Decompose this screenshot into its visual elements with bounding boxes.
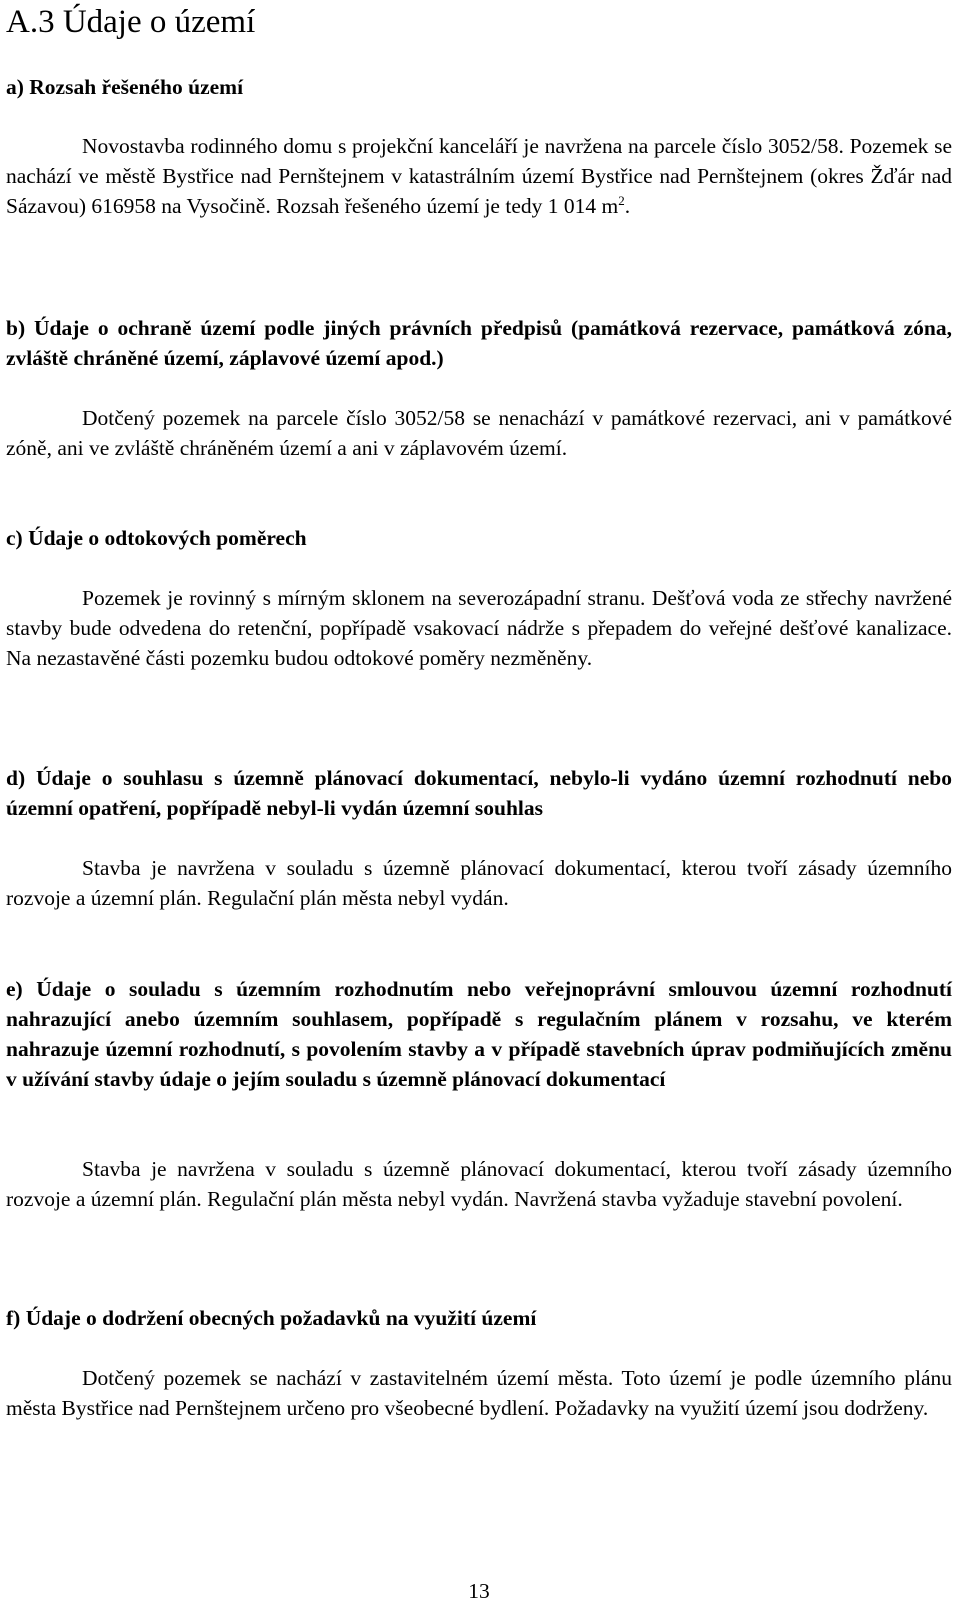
section-a-body [6,131,952,221]
section-e-heading: e) Údaje o souladu s územním rozhodnutím nebo veřejnoprávní smlouvou územní rozhodnutí nahrazující anebo územním souhlasem, popřípadě s regulačním plánem v rozsahu, ve kterém nahrazuje územní rozhodnutí, s povolením stavby a v případě stavebních úprav podmiňujících změnu v užívání stavby údaje o jejím souladu s územně plánovací dokumentací [6,977,952,1091]
section-b-body: Dotčený pozemek na parcele číslo 3052/58 se nenachází v památkové rezervaci, ani v památkové zóně, ani ve zvláště chráněném území a ani v záplavovém území. [6,406,952,460]
page-number: 13 [468,1579,490,1603]
section-a-superscript: 2 [618,192,625,208]
section-e-body: Stavba je navržena v souladu s územně plánovací dokumentací, kterou tvoří zásady územního rozvoje a územní plán. Regulační plán města nebyl vydán. Navržená stavba vyžaduje stavební povolení. [6,1157,952,1211]
section-a-body-end: . [624,194,631,218]
section-c-body: Pozemek je rovinný s mírným sklonem na severozápadní stranu. Dešťová voda ze střechy navržené stavby bude odvedena do retenční, popřípadě vsakovací nádrže s přepadem do veřejné dešťové kanalizace. Na nezastavěné části pozemku budou odtokové poměry nezměněny. [6,586,952,670]
section-b-heading: b) Údaje o ochraně území podle jiných právních předpisů (památková rezervace, památková zóna, zvláště chráněné území, záplavové území apod.) [6,316,952,370]
section-c-heading: c) Údaje o odtokových poměrech [6,526,307,550]
section-d-body: Stavba je navržena v souladu s územně plánovací dokumentací, kterou tvoří zásady územního rozvoje a územní plán. Regulační plán města nebyl vydán. [6,856,952,910]
section-a-heading: a) Rozsah řešeného území [6,75,244,99]
section-f-body: Dotčený pozemek se nachází v zastavitelném území města. Toto území je podle územního plánu města Bystřice nad Pernštejnem určeno pro všeobecné bydlení. Požadavky na využití území jsou dodrženy. [6,1366,952,1420]
section-d-heading: d) Údaje o souhlasu s územně plánovací dokumentací, nebylo-li vydáno územní rozhodnutí nebo územní opatření, popřípadě nebyl-li vydán územní souhlas [6,766,952,820]
document-title: A.3 Údaje o území [6,4,256,40]
section-f-heading: f) Údaje o dodržení obecných požadavků na využití území [6,1306,537,1330]
section-a-body-text: Novostavba rodinného domu s projekční kanceláří je navržena na parcele číslo 3052/58. Pozemek se nachází ve městě Bystřice nad Pernštejnem v katastrálním území Bystřice nad Pernštejnem (okres Žďár nad Sázavou) 616958 na Vysočině. Rozsah řešeného území je tedy 1 014 m [6,134,952,218]
